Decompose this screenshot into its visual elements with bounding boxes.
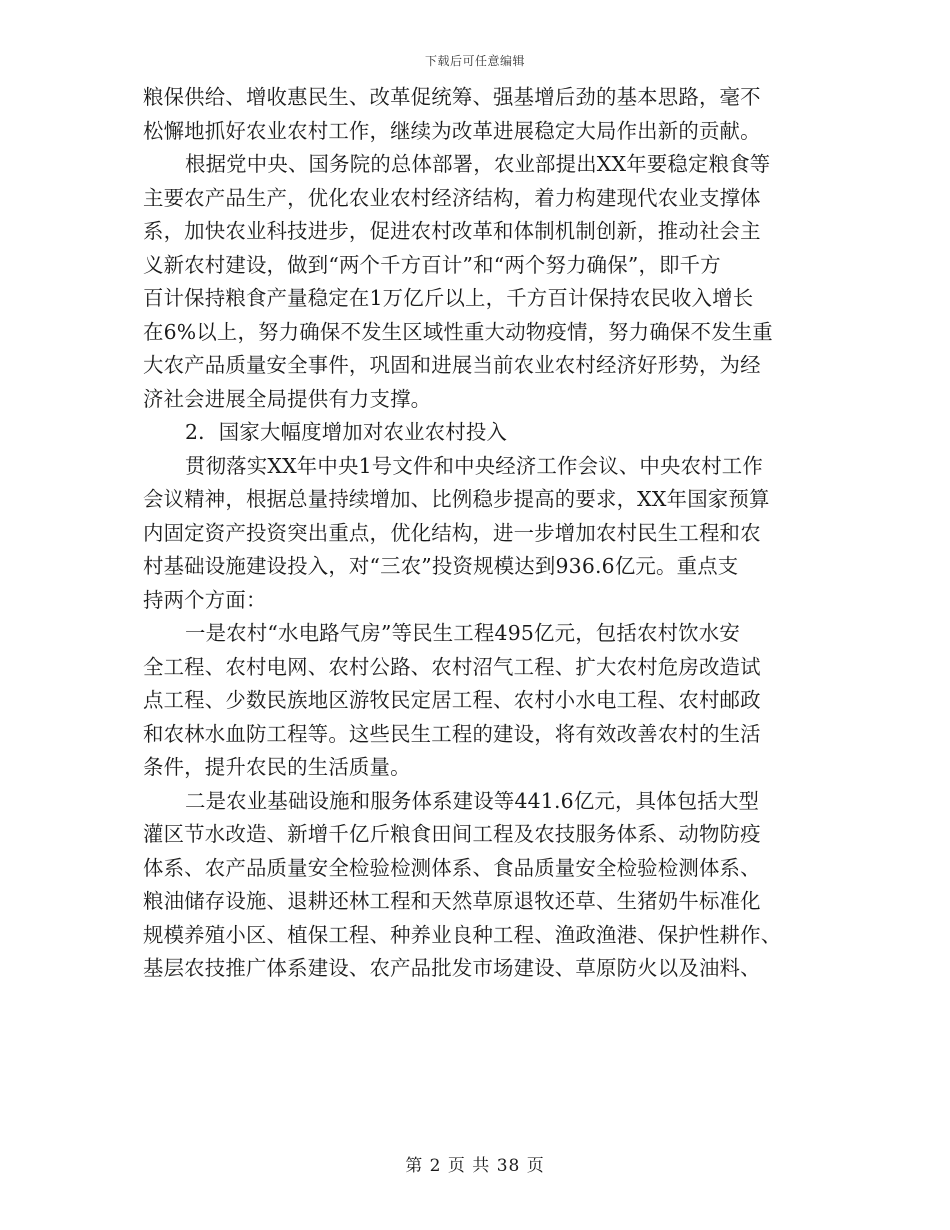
text-line: 根据党中央、国务院的总体部署，农业部提出XX年要稳定粮食等 — [185, 152, 771, 176]
section-heading — [143, 416, 807, 450]
paragraph-3 — [143, 450, 807, 618]
text-line: 松懈地抓好农业农村工作，继续为改革进展稳定大局作出新的贡献。 — [143, 118, 761, 143]
page-number-footer: 第 2 页 共 38 页 — [405, 1156, 545, 1176]
text-line: 灌区节水改造、新增千亿斤粮食田间工程及农技服务体系、动物防疫 — [143, 822, 761, 846]
text-line: 贯彻落实XX年中央1号文件和中央经济工作会议、中央农村工作 — [185, 453, 763, 478]
text-line: 内固定资产投资突出重点，优化结构，进一步增加农村民生工程和农 — [143, 520, 761, 545]
text-line: 在6%以上，努力确保不发生区域性重大动物疫情，努力确保不发生重 — [143, 319, 773, 344]
document-body — [143, 81, 807, 986]
text-line: 粮保供给、增收惠民生、改革促统筹、强基增后劲的基本思路，毫不 — [143, 85, 761, 109]
text-line: 持两个方面： — [143, 587, 267, 612]
text-line: 一是农村“水电路气房”等民生工程495亿元，包括农村饮水安 — [185, 621, 740, 645]
text-line: 系，加快农业科技进步，促进农村改革和体制机制创新，推动社会主 — [143, 219, 761, 243]
text-line: 百计保持粮食产量稳定在1万亿斤以上，千方百计保持农民收入增长 — [143, 286, 754, 310]
paragraph-2 — [143, 148, 807, 416]
text-line: 2．国家大幅度增加对农业农村投入 — [185, 420, 508, 444]
text-line: 体系、农产品质量安全检验检测体系、食品质量安全检验检测体系、 — [143, 855, 761, 880]
paragraph-4 — [143, 617, 807, 785]
text-line: 主要农产品生产，优化农业农村经济结构，着力构建现代农业支撑体 — [143, 185, 761, 210]
text-line: 规模养殖小区、植保工程、种养业良种工程、渔政渔港、保护性耕作、 — [143, 922, 782, 947]
text-line: 村基础设施建设投入，对“三农”投资规模达到936.6亿元。重点支 — [143, 554, 739, 578]
text-line: 全工程、农村电网、农村公路、农村沼气工程、扩大农村危房改造试 — [143, 654, 761, 679]
text-line: 会议精神，根据总量持续增加、比例稳步提高的要求，XX年国家预算 — [143, 487, 770, 511]
text-line: 义新农村建设，做到“两个千方百计”和“两个努力确保”，即千方 — [143, 252, 721, 277]
text-line: 和农林水血防工程等。这些民生工程的建设，将有效改善农村的生活 — [143, 721, 761, 746]
text-line: 基层农技推广体系建设、农产品批发市场建设、草原防火以及油料、 — [143, 956, 761, 980]
page-header: 下载后可任意编辑 — [424, 54, 525, 68]
text-line: 二是农业基础设施和服务体系建设等441.6亿元，具体包括大型 — [185, 788, 760, 813]
paragraph-5 — [143, 785, 807, 986]
text-line: 粮油储存设施、退耕还林工程和天然草原退牧还草、生猪奶牛标准化 — [143, 889, 761, 913]
text-line: 点工程、少数民族地区游牧民定居工程、农村小水电工程、农村邮政 — [143, 688, 761, 712]
text-line: 条件，提升农民的生活质量。 — [143, 755, 411, 779]
text-line: 济社会进展全局提供有力支撑。 — [143, 386, 432, 411]
paragraph-1 — [143, 81, 807, 148]
text-line: 大农产品质量安全事件，巩固和进展当前农业农村经济好形势，为经 — [143, 353, 761, 377]
